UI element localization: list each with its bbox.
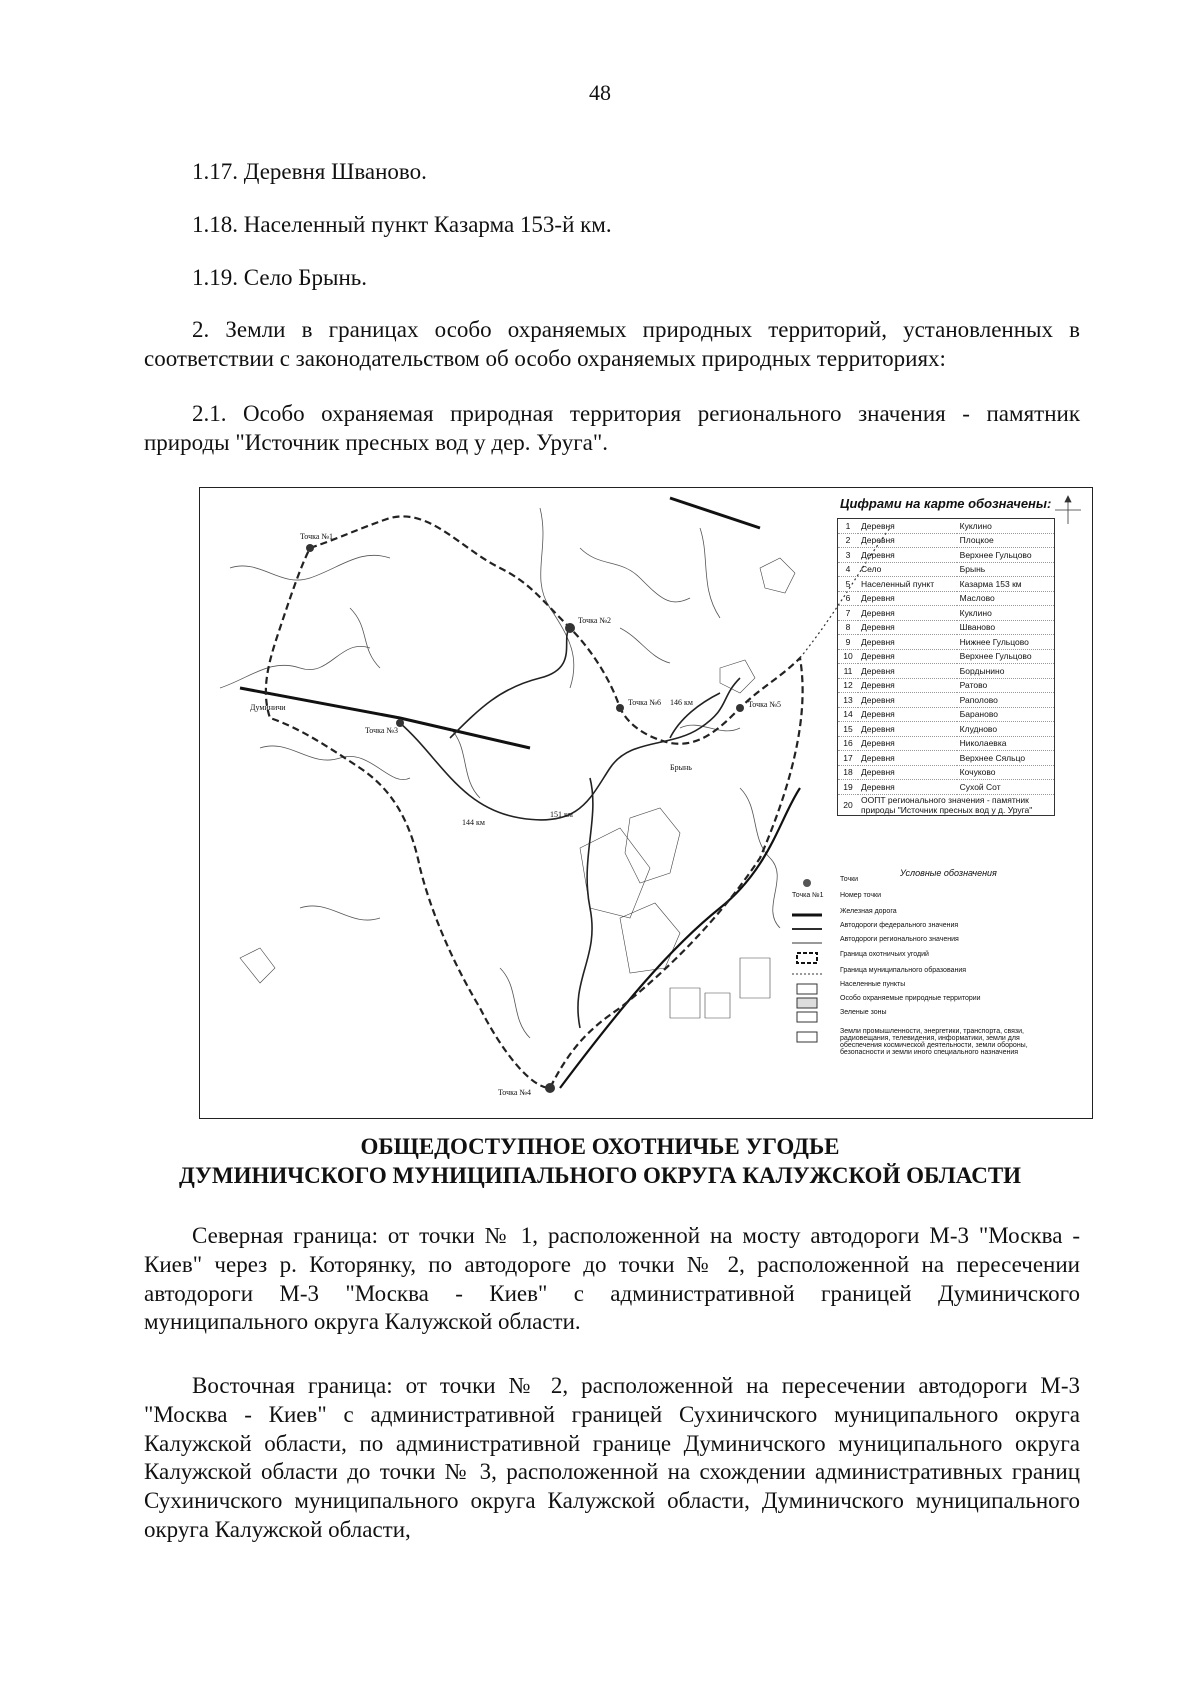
convention-label: Автодороги федерального значения <box>840 922 959 929</box>
rivers <box>220 508 780 1038</box>
map-label-point: Точка №6 <box>628 698 662 707</box>
legend-row-type: Населенный пункт <box>858 577 957 592</box>
map-label-point: Точка №4 <box>498 1088 532 1097</box>
list-item: 1.17. Деревня Шваново. <box>192 159 427 184</box>
legend-row-name: Верхнее Сяльцо <box>957 751 1055 766</box>
legend-industry-icon <box>797 1032 817 1042</box>
railway-line-north <box>670 498 760 528</box>
paragraph-north-border: Северная граница: от точки № 1, расположенной на мосту автодороги М-3 "Москва - Киев" через р. Которянку, по автодороге до точки № 2, расположенной на пересечении автодороги М-3 "Москва - Киев" с административной границей Думиничского муниципального округа Калужской области. <box>144 1223 1080 1335</box>
convention-label: Граница муниципального образования <box>840 967 967 974</box>
legend-row <box>838 722 1055 737</box>
legend-row-number: 9 <box>838 635 859 650</box>
legend-row-number: 2 <box>838 533 859 548</box>
legend-row-name: Кочуково <box>957 765 1055 780</box>
legend-row-number: 17 <box>838 751 859 766</box>
north-arrow-icon <box>1055 496 1081 524</box>
convention-label: Точки <box>840 876 859 883</box>
legend-row <box>838 649 1055 664</box>
paragraph-natural-monument: 2.1. Особо охраняемая природная территория регионального значения - памятник природы "Источник пресных вод у дер. Уруга". <box>144 401 1080 455</box>
legend-row-name: Нижнее Гульцово <box>957 635 1055 650</box>
legend-row <box>838 620 1055 635</box>
convention-label: Железная дорога <box>840 908 897 915</box>
legend-row-number: 13 <box>838 693 859 708</box>
convention-item <box>840 922 1055 929</box>
legend-settlement-icon <box>797 984 817 994</box>
hunting-ground-border <box>266 516 803 1088</box>
point-marker <box>616 704 624 712</box>
conventions-title: Условные обозначения <box>900 868 997 878</box>
legend-row-name: Казарма 153 км <box>957 577 1055 592</box>
legend-row-number: 18 <box>838 765 859 780</box>
convention-item <box>840 951 1055 958</box>
legend-row-name: Сухой Сот <box>957 780 1055 795</box>
legend-row-name: Маслово <box>957 591 1055 606</box>
map-label-km: 151 км <box>550 810 573 819</box>
legend-table <box>837 518 1055 816</box>
convention-item <box>792 892 1055 899</box>
legend-row-number: 10 <box>838 649 859 664</box>
legend-row-type: Деревня <box>858 664 957 679</box>
legend-row-type: Деревня <box>858 722 957 737</box>
legend-row-type: Деревня <box>858 736 957 751</box>
convention-item <box>840 876 1055 883</box>
section-heading: ОБЩЕДОСТУПНОЕ ОХОТНИЧЬЕ УГОДЬЕ <box>360 1134 840 1159</box>
legend-row-name: Шваново <box>957 620 1055 635</box>
legend-row-number: 8 <box>838 620 859 635</box>
map-label-point: Точка №3 <box>365 726 399 735</box>
legend-row-type: Деревня <box>858 678 957 693</box>
legend-row-type: ООПТ регионального значения - памятник природы "Источник пресных вод у д. Уруга" <box>858 794 1055 815</box>
convention-item <box>840 967 1055 974</box>
legend-row-name: Брынь <box>957 562 1055 577</box>
point-marker <box>736 704 744 712</box>
hunting-ground-map <box>199 487 1093 1119</box>
legend-row-type: Деревня <box>858 635 957 650</box>
legend-row-name: Верхнее Гульцово <box>957 649 1055 664</box>
legend-row <box>838 562 1055 577</box>
map-label-point: Точка №5 <box>748 700 782 709</box>
map-label-town: Думиничи <box>250 703 286 712</box>
legend-row-name: Ратово <box>957 678 1055 693</box>
convention-item <box>840 1009 1055 1016</box>
legend-row <box>838 751 1055 766</box>
map-label-point: Точка №2 <box>578 616 612 625</box>
list-item: 1.18. Населенный пункт Казарма 153-й км. <box>192 212 612 237</box>
legend-row-type: Деревня <box>858 533 957 548</box>
legend-row <box>838 794 1055 815</box>
railway-line <box>240 688 530 748</box>
convention-label: Населенные пункты <box>840 981 906 988</box>
convention-label: Зеленые зоны <box>840 1009 887 1016</box>
point-marker <box>565 623 575 633</box>
legend-title: Цифрами на карте обозначены: <box>840 496 1052 511</box>
legend-row-name: Верхнее Гульцово <box>957 548 1055 563</box>
legend-row-name: Куклино <box>957 606 1055 621</box>
point-marker <box>545 1083 555 1093</box>
paragraph-protected-lands: 2. Земли в границах особо охраняемых природных территорий, установленных в соответствии с законодательством об особо охраняемых природных территориях: <box>144 317 1080 371</box>
map-label-km: 144 км <box>462 818 485 827</box>
legend-row-type: Село <box>858 562 957 577</box>
legend-hunt-border-icon <box>797 953 817 963</box>
convention-label: Особо охраняемые природные территории <box>840 995 981 1002</box>
legend-row-type: Деревня <box>858 519 957 534</box>
convention-item <box>840 936 1055 943</box>
legend-row-number: 12 <box>838 678 859 693</box>
convention-item <box>840 995 1055 1002</box>
legend-protected-icon <box>797 998 817 1008</box>
legend-row <box>838 707 1055 722</box>
legend-row-number: 5 <box>838 577 859 592</box>
paragraph-east-border: Восточная граница: от точки № 2, расположенной на пересечении автодороги М-3 "Москва - Киев" с административной границей Сухиничского муниципального округа Калужской области, по административной границе Думиничского муниципального округа Калужской области до точки № 3, расположенной на схождении административных границ Сухиничского муниципального округа Калужской области, Думиничского муниципального округа Калужской области, <box>144 1373 1080 1542</box>
convention-item <box>840 908 1055 915</box>
legend-symbols <box>792 879 822 1042</box>
legend-row-number: 7 <box>838 606 859 621</box>
legend-row-name: Куклино <box>957 519 1055 534</box>
legend-row-number: 20 <box>838 794 859 815</box>
legend-row-type: Деревня <box>858 649 957 664</box>
legend-green-icon <box>797 1012 817 1022</box>
legend-row-type: Деревня <box>858 693 957 708</box>
legend-row <box>838 635 1055 650</box>
map-label-km: 146 км <box>670 698 693 707</box>
legend-row-number: 6 <box>838 591 859 606</box>
convention-symbol-text: Точка №1 <box>792 892 824 899</box>
legend-point-icon <box>803 879 811 887</box>
legend-row <box>838 519 1055 534</box>
legend-row-number: 14 <box>838 707 859 722</box>
legend-row-number: 16 <box>838 736 859 751</box>
legend-row-name: Плоцкое <box>957 533 1055 548</box>
map-label-point: Точка №1 <box>300 532 334 541</box>
legend-row-type: Деревня <box>858 591 957 606</box>
legend-row-type: Деревня <box>858 765 957 780</box>
legend-row <box>838 664 1055 679</box>
convention-label: Земли промышленности, энергетики, транспорта, связи, радиовещания, телевидения, информатики, земли для обеспечения космической деятельности, земли обороны, безопасности и земли иного специального назначения <box>840 1028 1028 1056</box>
legend-row-number: 3 <box>838 548 859 563</box>
legend-row-number: 4 <box>838 562 859 577</box>
legend-row <box>838 577 1055 592</box>
legend-row-type: Деревня <box>858 620 957 635</box>
map-label-village: Брынь <box>670 763 692 772</box>
legend-row-type: Деревня <box>858 780 957 795</box>
convention-item <box>840 1028 1055 1056</box>
legend-row-number: 1 <box>838 519 859 534</box>
legend-row-name: Бараново <box>957 707 1055 722</box>
convention-label: Граница охотничьих угодий <box>840 951 929 958</box>
legend-row <box>838 533 1055 548</box>
legend-row <box>838 693 1055 708</box>
legend-row <box>838 591 1055 606</box>
convention-item <box>840 981 1055 988</box>
legend-row-type: Деревня <box>858 751 957 766</box>
convention-label: Номер точки <box>840 892 881 899</box>
legend-row <box>838 780 1055 795</box>
legend-row <box>838 606 1055 621</box>
legend-row-type: Деревня <box>858 606 957 621</box>
page-number: 48 <box>589 80 611 105</box>
legend-row-type: Деревня <box>858 707 957 722</box>
legend-row-number: 19 <box>838 780 859 795</box>
legend-row-number: 11 <box>838 664 859 679</box>
legend-row <box>838 548 1055 563</box>
list-item: 1.19. Село Брынь. <box>192 265 368 290</box>
terrain-patches <box>240 558 795 1018</box>
legend-row <box>838 765 1055 780</box>
section-heading: ДУМИНИЧСКОГО МУНИЦИПАЛЬНОГО ОКРУГА КАЛУЖСКОЙ ОБЛАСТИ <box>178 1163 1022 1188</box>
legend-row-name: Бордынино <box>957 664 1055 679</box>
legend-row <box>838 736 1055 751</box>
legend-row-name: Николаевка <box>957 736 1055 751</box>
legend-body <box>838 519 1055 816</box>
legend-row-name: Клудново <box>957 722 1055 737</box>
legend-row <box>838 678 1055 693</box>
legend-row-name: Раполово <box>957 693 1055 708</box>
legend-row-number: 15 <box>838 722 859 737</box>
convention-label: Автодороги регионального значения <box>840 936 959 943</box>
point-marker <box>306 544 314 552</box>
legend-row-type: Деревня <box>858 548 957 563</box>
